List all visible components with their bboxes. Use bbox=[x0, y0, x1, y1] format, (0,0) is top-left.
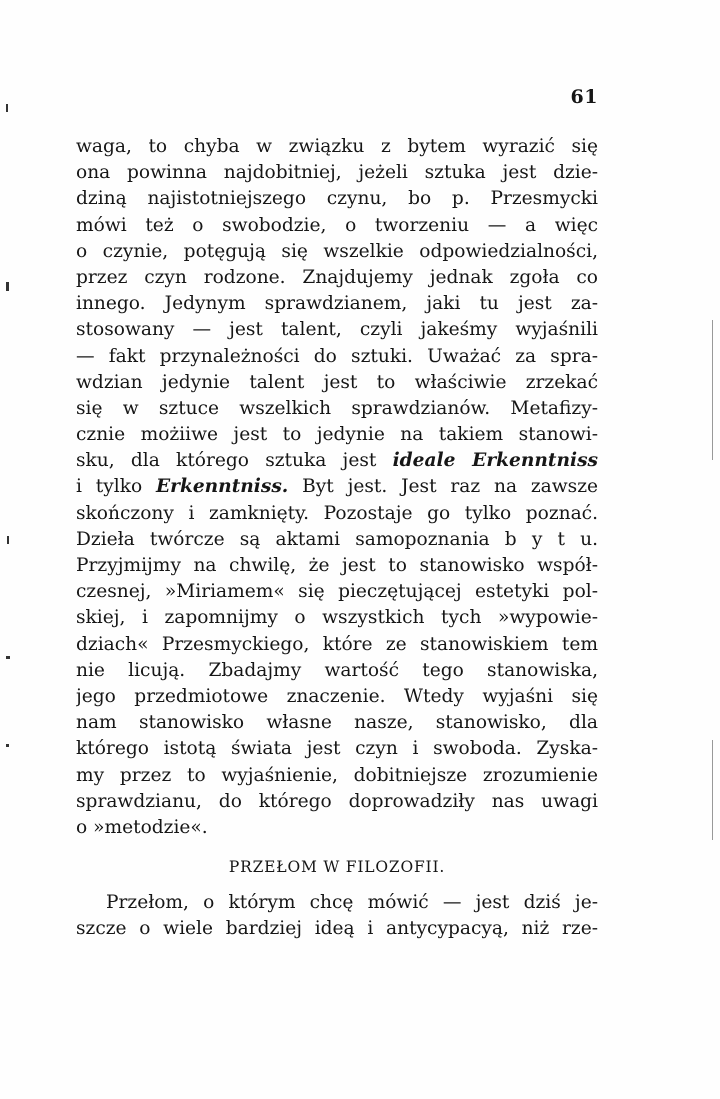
scan-mark bbox=[6, 104, 8, 112]
line-text: skończony i zamknięty. Pozostaje go tylko poznać. bbox=[76, 502, 598, 524]
section-heading: PRZEŁOM W FILOZOFII. bbox=[228, 858, 446, 876]
scan-mark bbox=[6, 744, 9, 747]
scan-mark bbox=[712, 320, 713, 460]
text-line bbox=[76, 736, 598, 762]
text-line bbox=[76, 239, 598, 265]
line-text: — fakt przynależności do sztuki. Uważać za spra- bbox=[76, 345, 598, 367]
text-line bbox=[76, 553, 598, 579]
line-text: dziną najistotniejszego czynu, bo p. Przesmycki bbox=[76, 188, 598, 210]
line-text: waga, to chyba w związku z bytem wyrazić się bbox=[76, 136, 598, 157]
text-line bbox=[76, 890, 598, 916]
line-text: wdzian jedynie talent jest to właściwie zrzekać bbox=[76, 371, 598, 393]
emphasized-term: Erkenntniss. bbox=[155, 476, 289, 498]
text-line bbox=[76, 370, 598, 396]
line-text: jego przedmiotowe znaczenie. Wtedy wyjaśni się bbox=[76, 685, 598, 707]
line-text: Przełom, o którym chcę mówić — jest dziś je- bbox=[106, 892, 598, 913]
line-text: się w sztuce wszelkich sprawdzianów. Metafizy- bbox=[76, 397, 598, 419]
text-line bbox=[76, 527, 598, 553]
text-line bbox=[76, 632, 598, 658]
line-text: ona powinna najdobitniej, jeżeli sztuka jest dzie- bbox=[76, 162, 598, 184]
text-line bbox=[76, 213, 598, 239]
text-line bbox=[76, 160, 598, 186]
line-text: sku, dla którego sztuka jest bbox=[76, 450, 393, 472]
text-line bbox=[76, 501, 598, 527]
line-text: szcze o wiele bardziej ideą i antycypacyą, niż rze- bbox=[76, 918, 598, 940]
text-line bbox=[76, 605, 598, 631]
scan-mark bbox=[712, 740, 713, 840]
line-text: innego. Jedynym sprawdzianem, jaki tu jest za- bbox=[76, 293, 598, 315]
scan-mark bbox=[6, 656, 10, 659]
text-line bbox=[76, 684, 598, 710]
line-text: sprawdzianu, do którego doprowadziły nas uwagi bbox=[76, 790, 598, 812]
line-text: skiej, i zapomnijmy o wszystkich tych »wypowie- bbox=[76, 607, 598, 629]
text-line bbox=[76, 658, 598, 684]
body-paragraph bbox=[76, 134, 598, 841]
text-line bbox=[76, 134, 598, 160]
text-line bbox=[76, 265, 598, 291]
text-line bbox=[76, 763, 598, 789]
scan-mark bbox=[7, 536, 9, 544]
line-text: Dzieła twórcze są aktami samopoznania b y t u. bbox=[76, 528, 598, 550]
text-line bbox=[76, 710, 598, 736]
line-text: nam stanowisko własne nasze, stanowisko, dla bbox=[76, 712, 598, 734]
line-text: którego istotą świata jest czyn i swoboda. Zyska- bbox=[76, 738, 598, 760]
page-number: 61 bbox=[570, 86, 598, 108]
line-text: dziach« Przesmyckiego, które ze stanowiskiem tem bbox=[76, 633, 598, 655]
text-line bbox=[76, 474, 598, 500]
text-line bbox=[76, 291, 598, 317]
section-paragraph bbox=[76, 890, 598, 942]
line-text: stosowany — jest talent, czyli jakeśmy wyjaśnili bbox=[76, 319, 598, 341]
text-line bbox=[76, 317, 598, 343]
line-text: Przyjmijmy na chwilę, że jest to stanowisko współ- bbox=[76, 555, 598, 576]
line-text: i tylko bbox=[76, 476, 156, 498]
line-text: cznie możiiwe jest to jedynie na takiem stanowi- bbox=[76, 424, 598, 446]
text-line bbox=[76, 422, 598, 448]
scan-mark bbox=[6, 282, 9, 291]
line-text: o czynie, potęgują się wszelkie odpowiedzialności, bbox=[76, 240, 598, 262]
text-line bbox=[76, 815, 598, 841]
line-text: czesnej, »Miriamem« się pieczętującej estetyki pol- bbox=[76, 581, 598, 603]
line-text: mówi też o swobodzie, o tworzeniu — a więc bbox=[76, 214, 598, 236]
line-text: my przez to wyjaśnienie, dobitniejsze zrozumienie bbox=[76, 764, 598, 786]
text-line bbox=[76, 186, 598, 212]
line-text: Byt jest. Jest raz na zawsze bbox=[288, 476, 598, 498]
text-line bbox=[76, 916, 598, 942]
emphasized-term: ideale Erkenntniss bbox=[392, 450, 598, 472]
text-line bbox=[76, 789, 598, 815]
text-line bbox=[76, 448, 598, 474]
line-text: nie licują. Zbadajmy wartość tego stanowiska, bbox=[76, 659, 598, 681]
text-line bbox=[76, 579, 598, 605]
text-line bbox=[76, 396, 598, 422]
line-text: o »metodzie«. bbox=[76, 816, 208, 838]
line-text: przez czyn rodzone. Znajdujemy jednak zgoła co bbox=[76, 266, 598, 288]
text-line bbox=[76, 344, 598, 370]
